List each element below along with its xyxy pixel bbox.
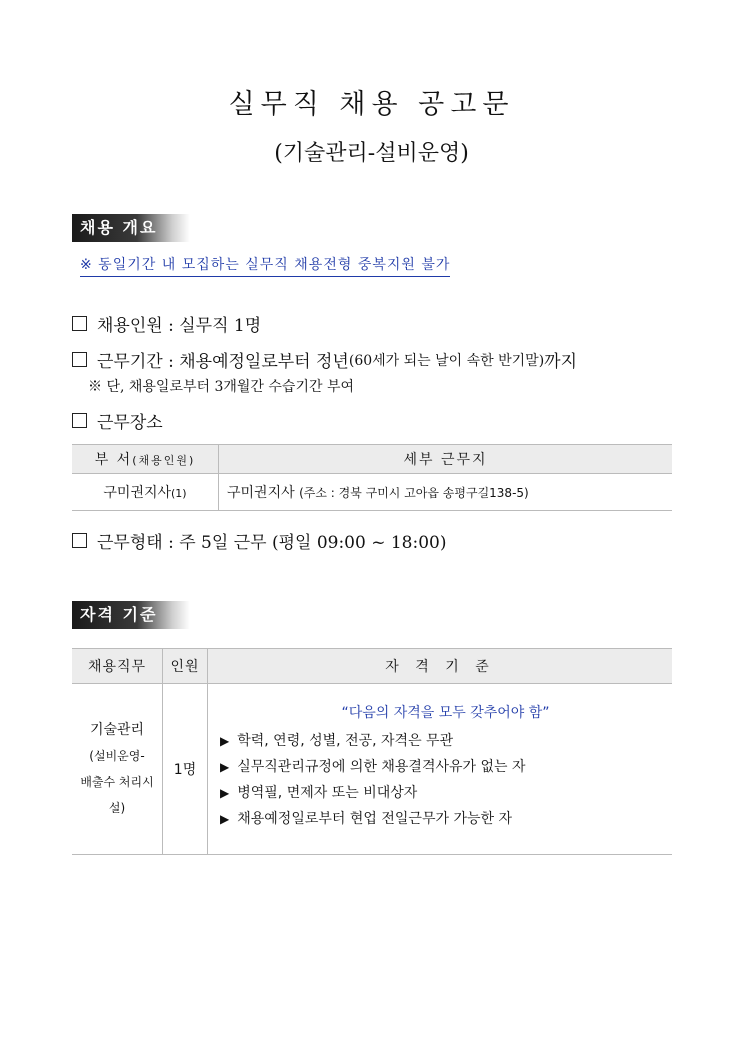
work-period-item	[72, 347, 577, 372]
criteria-text: 실무직관리규정에 의한 채용결격사유가 없는 자	[237, 759, 526, 775]
site-header: 세부 근무지	[219, 445, 673, 474]
page-subtitle: (기술관리-설비운영)	[274, 141, 469, 166]
job-cell	[72, 684, 163, 855]
triangle-bullet-icon: ▶	[220, 760, 230, 774]
work-type-item	[72, 528, 447, 553]
site-name: 구미권지사	[227, 485, 295, 501]
work-place-table	[72, 444, 672, 511]
dept-header-main: 부 서	[94, 452, 133, 468]
job-role-line1: 기술관리	[89, 722, 145, 738]
list-item	[220, 806, 671, 832]
section-tag-overview: 채용 개요	[72, 214, 190, 242]
checkbox-icon	[72, 533, 87, 548]
job-role-line2: (설비운영-	[89, 749, 145, 763]
site-address: (주소 : 경북 구미시 고아읍 송평구길138-5)	[299, 486, 529, 500]
work-period-tail: 까지	[544, 352, 578, 372]
triangle-bullet-icon: ▶	[220, 786, 230, 800]
table-row	[72, 684, 672, 855]
criteria-text: 병역필, 면제자 또는 비대상자	[237, 785, 418, 801]
dept-cell	[72, 474, 219, 511]
list-item	[220, 728, 671, 754]
recruit-count-text: 채용인원 : 실무직 1명	[97, 316, 262, 336]
checkbox-icon	[72, 413, 87, 428]
probation-note: ※ 단, 채용일로부터 3개월간 수습기간 부여	[88, 379, 354, 395]
count-cell: 1명	[163, 684, 208, 855]
list-item	[220, 754, 671, 780]
list-item	[220, 780, 671, 806]
section-tag-qualification: 자격 기준	[72, 601, 190, 629]
duplicate-application-notice: ※ 동일기간 내 모집하는 실무직 채용전형 중복지원 불가	[80, 254, 450, 277]
qualification-table	[72, 648, 672, 855]
work-place-text: 근무장소	[97, 413, 163, 433]
criteria-text: 채용예정일로부터 현업 전일근무가 가능한 자	[237, 811, 512, 827]
dept-count: (1)	[171, 487, 187, 500]
criteria-cell	[208, 684, 673, 855]
criteria-header: 자 격 기 준	[208, 649, 673, 684]
count-header: 인원	[163, 649, 208, 684]
criteria-text: 학력, 연령, 성별, 전공, 자격은 무관	[237, 733, 454, 749]
recruit-count-item	[72, 311, 261, 336]
triangle-bullet-icon: ▶	[220, 734, 230, 748]
job-role	[73, 717, 161, 821]
work-period-paren: (60세가 되는 날이 속한 반기말)	[348, 352, 545, 369]
checkbox-icon	[72, 316, 87, 331]
qualification-header-row	[72, 649, 672, 684]
triangle-bullet-icon: ▶	[220, 812, 230, 826]
site-cell	[219, 474, 673, 511]
checkbox-icon	[72, 352, 87, 367]
work-period-main: 근무기간 : 채용예정일로부터 정년	[97, 352, 349, 372]
work-type-text: 근무형태 : 주 5일 근무 (평일 09:00 ~ 18:00)	[97, 533, 447, 553]
criteria-quote: “다음의 자격을 모두 갖추어야 함”	[341, 705, 550, 721]
work-place-item	[72, 408, 163, 433]
job-header: 채용직무	[72, 649, 163, 684]
dept-header	[72, 445, 219, 474]
dept-header-sub: (채용인원)	[132, 454, 196, 467]
dept-name: 구미권지사	[103, 485, 172, 501]
table-header-row	[72, 445, 672, 474]
page-title: 실무직 채용 공고문	[228, 89, 515, 120]
job-role-line3: 배출수 처리시설)	[80, 775, 154, 815]
table-row	[72, 474, 672, 511]
